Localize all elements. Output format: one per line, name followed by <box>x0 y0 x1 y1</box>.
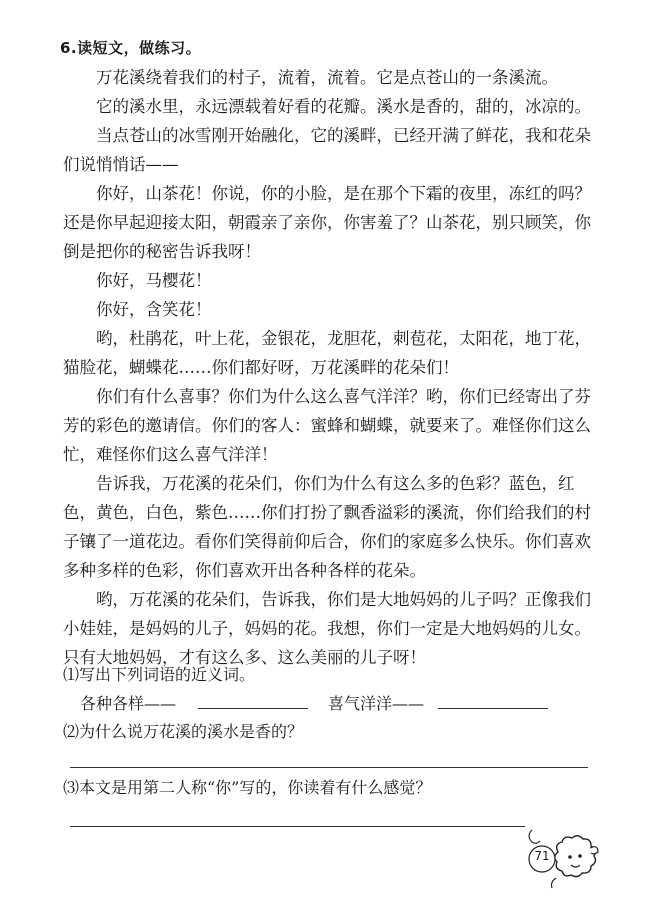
article-paragraph-9: 告诉我，万花溪的花朵们，你们为什么有这么多的色彩？蓝色，红色，黄色，白色，紫色……你们打扮了飘香溢彩的溪流，你们给我们的村子镶了一道花边。看你们笑得前仰后合，你们的家庭多么快乐。你们喜欢多种多样的色彩，你们喜欢开出各种各样的花朵。 <box>63 474 591 580</box>
article-paragraph-10: 哟，万花溪的花朵们，告诉我，你们是大地妈妈的儿子吗？正像我们小娃娃，是妈妈的儿子，妈妈的花。我想，你们一定是大地妈妈的儿女。只有大地妈妈，才有这么多、这么美丽的儿子呀！ <box>63 590 591 667</box>
exercise-heading: 6.读短文，做练习。 <box>60 39 202 57</box>
article-paragraph-6: 你好，含笑花！ <box>96 300 212 319</box>
article-body <box>63 63 603 672</box>
article-paragraph-5: 你好，马樱花！ <box>96 271 212 290</box>
article-paragraph-4: 你好，山茶花！你说，你的小脸，是在那个下霜的夜里，冻红的吗？还是你早起迎接太阳，朝霞亲了亲你，你害羞了？山茶花，别只顾笑，你倒是把你的秘密告诉我呀！ <box>63 184 591 261</box>
page-number: 71 <box>534 849 550 863</box>
answer-line-1a[interactable] <box>198 708 308 709</box>
question-1-item-a: 各种各样—— <box>80 694 177 713</box>
page-number-badge <box>520 822 600 902</box>
question-1: ⑴写出下列词语的近义词。 <box>63 665 256 684</box>
question-2: ⑵为什么说万花溪的溪水是香的？ <box>63 722 304 741</box>
question-1-item-b: 喜气洋洋—— <box>328 694 425 713</box>
answer-line-1b[interactable] <box>438 708 548 709</box>
article-paragraph-1: 万花溪绕着我们的村子，流着，流着。它是点苍山的一条溪流。 <box>96 68 558 87</box>
article-paragraph-3: 当点苍山的冰雪刚开始融化，它的溪畔，已经开满了鲜花，我和花朵们说悄悄话—— <box>63 126 591 174</box>
question-3: ⑶本文是用第二人称“你”写的，你读着有什么感觉？ <box>63 778 432 797</box>
answer-line-3[interactable] <box>70 826 525 827</box>
article-paragraph-7: 哟，杜鹃花，叶上花，金银花，龙胆花，刺苞花，太阳花，地丁花，猫脸花，蝴蝶花……你们都好呀，万花溪畔的花朵们！ <box>63 329 591 377</box>
article-paragraph-8: 你们有什么喜事？你们为什么这么喜气洋洋？哟，你们已经寄出了芬芳的彩色的邀请信。你们的客人：蜜蜂和蝴蝶，就要来了。难怪你们这么忙，难怪你们这么喜气洋洋！ <box>63 387 591 464</box>
answer-line-2[interactable] <box>70 767 588 768</box>
article-paragraph-2: 它的溪水里，永远漂载着好看的花瓣。溪水是香的，甜的，冰凉的。 <box>96 97 591 116</box>
